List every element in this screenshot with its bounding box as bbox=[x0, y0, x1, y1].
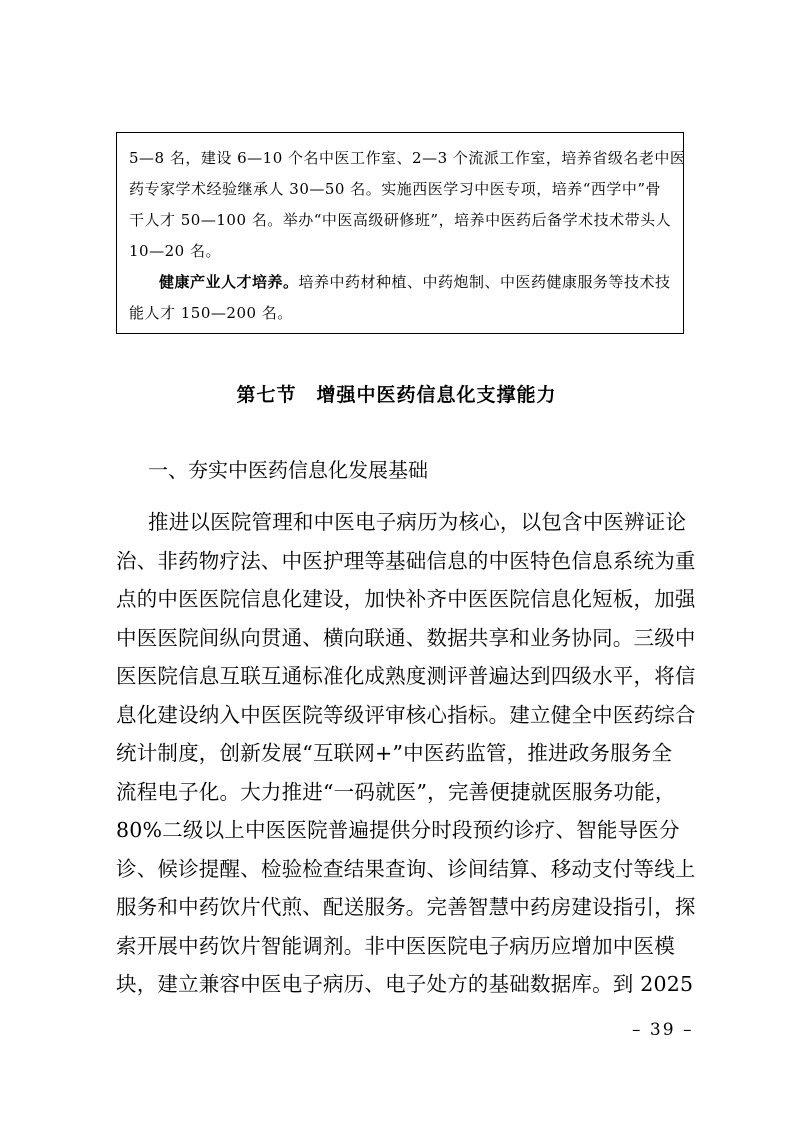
box-paragraph-2 bbox=[129, 267, 673, 298]
body-line: 块，建立兼容中医电子病历、电子处方的基础数据库。到 2025 bbox=[116, 972, 694, 996]
body-line: 诊、候诊提醒、检验检查结果查询、诊间结算、移动支付等线上 bbox=[116, 856, 696, 881]
box-line-4: 10—20 名。 bbox=[129, 242, 221, 260]
section-title: 第七节 增强中医药信息化支撑能力 bbox=[236, 384, 557, 406]
talent-training-box bbox=[116, 132, 684, 334]
body-line: 统计制度，创新发展“互联网+”中医药监管，推进政务服务全 bbox=[116, 741, 673, 765]
sub-heading: 一、夯实中医药信息化发展基础 bbox=[148, 458, 428, 482]
box-para2-bold-lead: 健康产业人才培养。 bbox=[159, 273, 299, 291]
body-line: 索开展中药饮片智能调剂。非中医医院电子病历应增加中医模 bbox=[116, 933, 675, 958]
body-line: 治、非药物疗法、中医护理等基础信息的中医特色信息系统为重 bbox=[116, 548, 696, 573]
box-line-2: 药专家学术经验继承人 30—50 名。实施西医学习中医专项，培养“西学中”骨 bbox=[129, 180, 662, 198]
box-para2-text: 培养中药材种植、中药炮制、中医药健康服务等技术技 bbox=[298, 273, 671, 291]
body-line: 流程电子化。大力推进“一码就医”，完善便捷就医服务功能， bbox=[116, 779, 676, 804]
body-line: 点的中医医院信息化建设，加快补齐中医医院信息化短板，加强 bbox=[116, 587, 696, 611]
body-line: 服务和中药饮片代煎、配送服务。完善智慧中药房建设指引，探 bbox=[116, 895, 696, 919]
body-paragraph bbox=[116, 503, 716, 1004]
body-line: 推进以医院管理和中医电子病历为核心，以包含中医辨证论 bbox=[148, 510, 687, 534]
page-number: – 39 – bbox=[632, 1020, 694, 1040]
body-line: 中医医院间纵向贯通、横向联通、数据共享和业务协同。三级中 bbox=[116, 625, 696, 650]
body-line: 息化建设纳入中医医院等级评审核心指标。建立健全中医药综合 bbox=[116, 702, 696, 727]
box-line-1: 5—8 名，建设 6—10 个名中医工作室、2—3 个流派工作室，培养省级名老中医 bbox=[129, 149, 686, 167]
body-line: 80%二级以上中医医院普遍提供分时段预约诊疗、智能导医分 bbox=[116, 818, 680, 842]
body-line: 医医院信息互联互通标准化成熟度测评普遍达到四级水平，将信 bbox=[116, 664, 696, 688]
box-para2-line2: 能人才 150—200 名。 bbox=[129, 304, 293, 322]
box-line-3: 干人才 50—100 名。举办“中医高级研修班”，培养中医药后备学术技术带头人 bbox=[129, 211, 672, 229]
